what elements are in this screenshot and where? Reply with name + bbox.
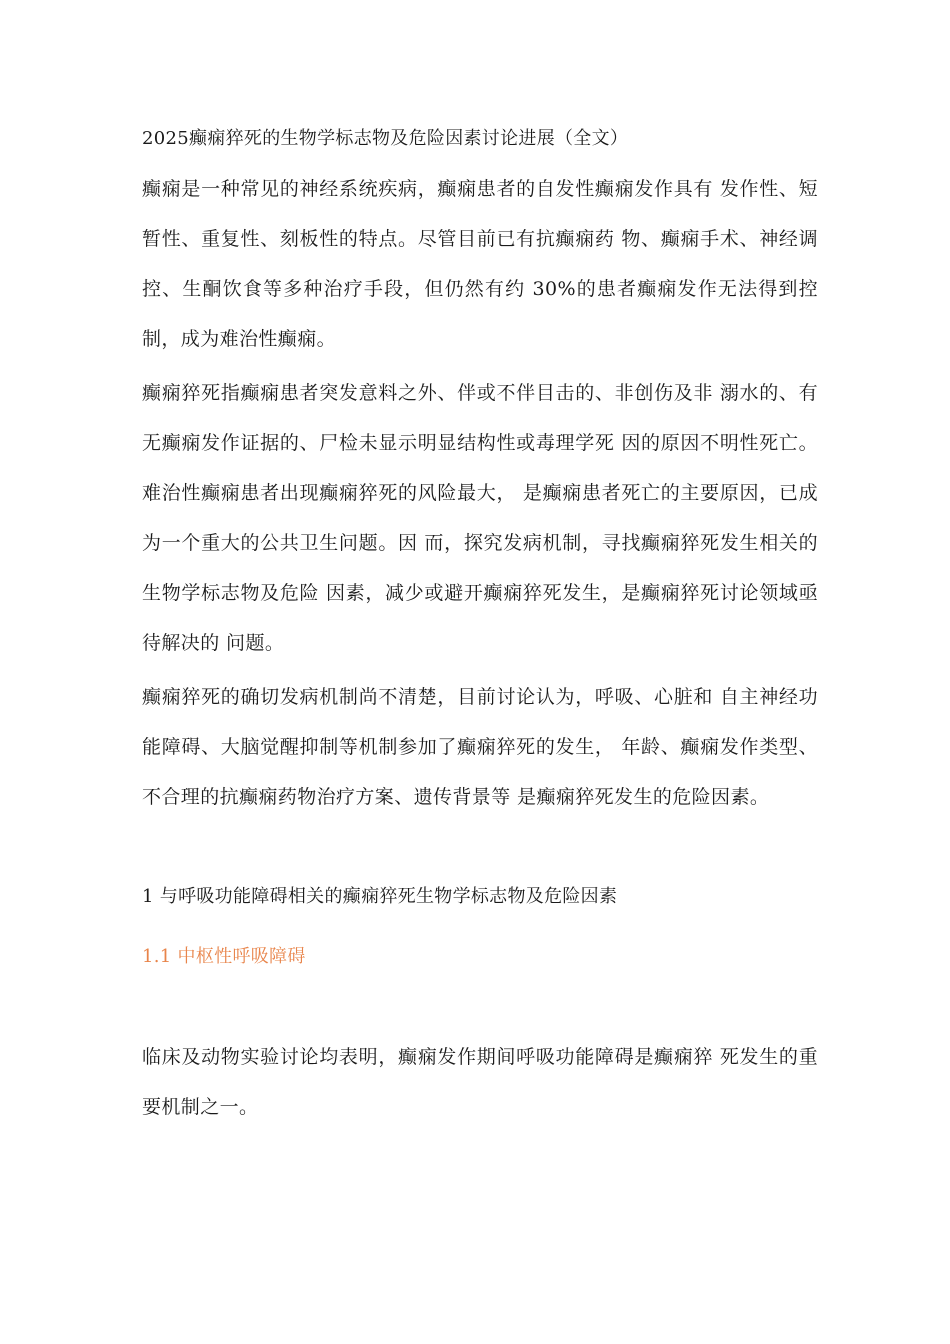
paragraph-mechanism: 癫痫猝死的确切发病机制尚不清楚，目前讨论认为，呼吸、心脏和 自主神经功能障碍、大脑觉醒抑制等机制参加了癫痫猝死的发生， 年龄、癫痫发作类型、不合理的抗癫痫药物治疗方案、遗传背景等 是癫痫猝死发生的危险因素。 xyxy=(142,686,818,808)
document-body xyxy=(142,124,818,1132)
section-heading: 1 与呼吸功能障碍相关的癫痫猝死生物学标志物及危险因素 xyxy=(142,886,618,907)
paragraph-intro: 癫痫是一种常见的神经系统疾病，癫痫患者的自发性癫痫发作具有 发作性、短暂性、重复性、刻板性的特点。尽管目前已有抗癫痫药 物、癫痫手术、神经调控、生酮饮食等多种治疗手段，但仍然有约 30%的患者癫痫发作无法得到控制，成为难治性癫痫。 xyxy=(142,178,818,350)
paragraph-respiratory: 临床及动物实验讨论均表明，癫痫发作期间呼吸功能障碍是癫痫猝 死发生的重要机制之一。 xyxy=(142,1046,818,1118)
document-title: 2025癫痫猝死的生物学标志物及危险因素讨论进展（全文） xyxy=(142,128,629,149)
paragraph-definition: 癫痫猝死指癫痫患者突发意料之外、伴或不伴目击的、非创伤及非 溺水的、有无癫痫发作证据的、尸检未显示明显结构性或毒理学死 因的原因不明性死亡。难治性癫痫患者出现癫痫猝死的风险最大， 是癫痫患者死亡的主要原因，已成为一个重大的公共卫生问题。因 而，探究发病机制，寻找癫痫猝死发生相关的生物学标志物及危险 因素，减少或避开癫痫猝死发生，是癫痫猝死讨论领域亟待解决的 问题。 xyxy=(142,382,818,654)
subsection-heading: 1.1 中枢性呼吸障碍 xyxy=(142,946,306,967)
